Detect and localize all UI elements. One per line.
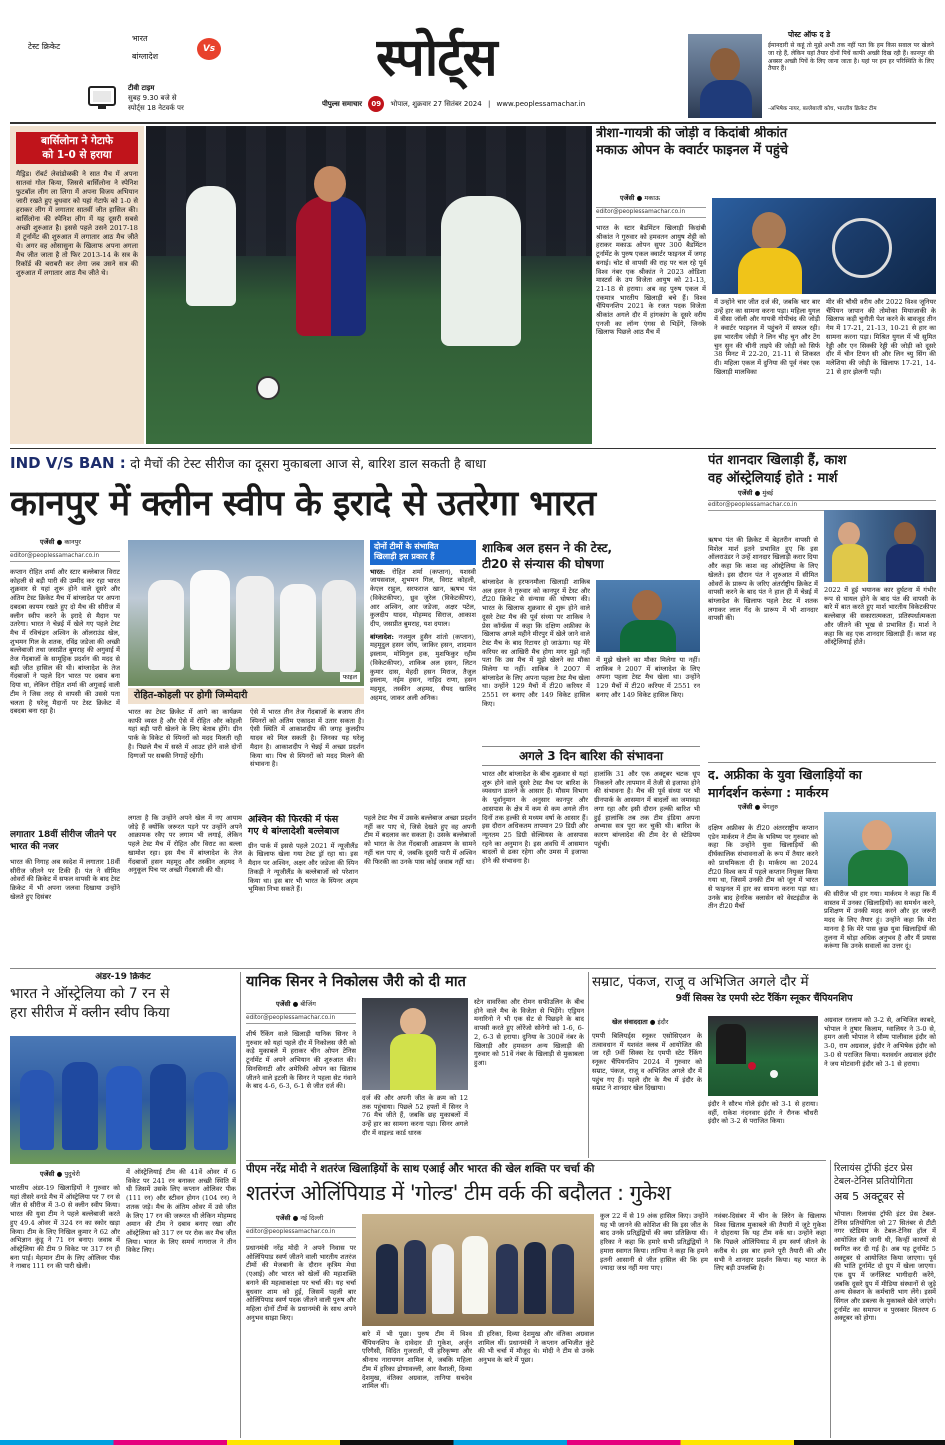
sinner-body1: शीर्ष रैंकिंग वाले खिलाड़ी यानिक सिनर ने गुरुवार को यहां पहले दौर में निकोलस जैरी को कड़े मुकाबले में हराकर चीन ओपन टेनिस टूर्नामेंट में अपने अभियान की शुरुआत की। सिनसिनाटी और अमेरिकी ओपन का खिताब जीतने वाले इटली के सिनर ने पहला सेट गंवाने के बाद 4-6, 6-3, 6-1 से जीत दर्ज की।	[246, 1030, 356, 1091]
tt-headline-line3: अब 5 अक्टूबर से	[834, 1189, 905, 1203]
rain-col1: भारत और बांग्लादेश के बीच शुक्रवार से यहां शुरू होने वाले दूसरे टेस्ट मैच पर बारिश के व्यवधान डालने के आसार हैं। मौसम विभाग के पूर्वानुमान के अनुसार कानपुर और आसपास के क्षेत्र में कम से कम अगले तीन दिनों तक हल्की से मध्यम वर्षा के आसार हैं। इस दौरान अधिकतम तापमान 29 डिग्री और न्यूनतम 25 डिग्री सेल्सियस के आसपास रहने का अनुमान है। इस अवधि में आसमान बादलों से ढका रहेगा और उमस में इजाफा होने की संभावना है।	[482, 770, 588, 866]
probable-india-list: रोहित शर्मा (कप्तान), यशस्वी जायसवाल, शुभमन गिल, विराट कोहली, केएल राहुल, सरफराज खान, ऋषभ पंत (विकेटकीपर), ध्रुव जुरेल (विकेटकीपर), आर अश्विन, आर जडेजा, अक्षर पटेल, कुलदीप यादव, मोहम्मद सिराज, आकाश दीप, जसप्रीत बुमराह, यश दयाल।	[370, 567, 476, 628]
snooker-body1: एमपी बिलियर्ड्स स्नूकर एसोसिएशन के तत्वावधान में यशवंत क्लब में आयोजित की जा रही 9वीं सिक्स रेड एमपी स्टेट रैंकिंग स्नूकर चैंपियनशिप 2024 में गुरुवार को सम्राट, पंकज, राजू व अभिजित अगले दौर में पहुंच गए हैं। पहले दौर के मैच में इंदौर के सम्राट ने शानदार खेल दिखाया।	[592, 1032, 702, 1093]
pant-city: मुंबई	[762, 489, 774, 498]
chess-body3: कुल 22 में से 19 अंक हासिल किए। उन्होंने यह भी जानने की कोशिश की कि इस जीत के बाद उनके प्रतिद्वंद्वियों की क्या प्रतिक्रिया थी। हरिका ने कहा कि हमारे सभी प्रतिद्वंद्वियों ने हमारा स्वागत किया। तानिया ने कहा कि हमने इतनी आसानी से जीत हासिल की कि हम ज्यादा जश्न नहीं मना पाए।	[600, 1212, 708, 1273]
pant-headline-line1: पंत शानदार खिलाड़ी हैं, काश	[708, 453, 847, 468]
sinner-photo	[362, 998, 468, 1090]
macau-headline	[596, 126, 936, 160]
markram-city: बेंगलुरु	[762, 803, 778, 811]
markram-body2: की सीरीज भी हार गया। मार्करम ने कहा कि मैं वास्तव में उनका (खिलाड़ियों) का समर्थन करने, प्रशिक्षण में उनकी मदद करने और हर जरूरी मदद के लिए तैयार हूं। उन्होंने कहा कि मेरा मानना है कि मेरे पास कुछ युवा खिलाड़ियों की तुलना में थोड़ा अधिक अनुभव है और मैं प्रयास करूंगा कि उनके सवालों का उत्तर दूं।	[824, 890, 936, 951]
snooker-body2: अग्रवाल रतलाम को 3-2 से, अभिजित काबदे, भोपाल ने तुषार किलाम, ग्वालियर ने 3-0 से, हमन अली भोपाल ने सौम्य पालीवाल इंदौर को 3-0, राम अग्रवाल, इंदौर ने अभिषेक इंदौर को 3-0 से पराजित किया। यशवर्धन अग्रवाल इंदौर ने जय मोटवानी इंदौर को 3-1 से हराया।	[824, 1016, 936, 1068]
markram-headline-line1: द. अफ्रीका के युवा खिलाड़ियों का	[708, 767, 862, 782]
team-celebration-photo	[128, 540, 364, 686]
tv-icon	[88, 86, 116, 106]
registration-strip	[0, 1440, 945, 1445]
post-label: पोस्ट ऑफ द डे	[788, 30, 831, 39]
pant-body1: ऋषभ पंत की क्रिकेट में बेहतरीन वापसी से मिशेल मार्श इतने प्रभावित हुए कि इस ऑलराउंडर ने उन्हें शानदार खिलाड़ी करार दिया और कहा कि काश वह ऑस्ट्रेलिया के लिए खेलते। इस दौरान पंत ने शुरुआत में सीमित ओवरों के प्रारूप के जरिए अंतर्राष्ट्रीय क्रिकेट में वापसी करने के बाद पंत ने हाल ही में चेन्नई में बांग्लादेश के खिलाफ पहले टेस्ट में शतक लगाकर लाल गेंद के प्रारूप में भी शानदार वापसी की।	[708, 536, 818, 623]
chess-byline: एजेंसी ● नई दिल्ली	[276, 1214, 324, 1222]
macau-byline: एजेंसी ● मकाऊ	[620, 194, 660, 202]
pant-agency: एजेंसी	[738, 489, 753, 498]
main-byline: एजेंसी ● कानपुर	[40, 538, 81, 546]
ashwin-headline	[248, 814, 358, 839]
snooker-byline: खेल संवाददाता ● इंदौर	[612, 1018, 669, 1026]
markram-headline	[708, 766, 936, 801]
col-rule-snooker	[588, 972, 589, 1158]
col-rule-u19	[240, 972, 241, 1438]
markram-byline: एजेंसी ● बेंगलुरु	[738, 803, 778, 811]
chess-pm-photo	[362, 1214, 594, 1326]
chess-headline: शतरंज ओलिंपियाड में 'गोल्ड' टीम वर्क की बदौलत : गुकेश	[246, 1180, 671, 1205]
chess-body2: बारे में भी पूछा। पुरुष टीम में विश्व चैंपियनशिप के दावेदार डी गुकेश, अर्जुन एरिगैसी, विदित गुजराती, पी हरिकृष्णा और श्रीनाथ नारायणन शामिल थे, जबकि महिला टीम में हरिका द्रोणावल्ली, आर वैशाली, दिव्या देशमुख, वंतिका अग्रवाल, तानिया सचदेव शामिल थीं।	[362, 1330, 472, 1391]
u19-agency: एजेंसी	[40, 1170, 55, 1178]
u19-headline-line1: भारत ने ऑस्ट्रेलिया को 7 रन से	[10, 986, 170, 1003]
chess-body2b: डी हरिका, दिव्या देशमुख और वंतिका अग्रवाल शामिल थीं। प्रधानमंत्री ने कप्तान अभिजीत कुंटे की भी चर्चा में मौजूद थे। मोदी ने टीम से उनके अनुभव के बारे में पूछा।	[478, 1330, 594, 1365]
barcelona-text-box	[10, 126, 144, 444]
sinner-headline: यानिक सिनर ने निकोलस जैरी को दी मात	[246, 974, 466, 990]
shakib-headline-line1: शाकिब अल हसन ने की टेस्ट,	[482, 541, 613, 555]
rain-story	[482, 746, 700, 964]
srikanth-photo	[712, 198, 936, 294]
ashwin-headline-line2: गए थे बांग्लादेशी बल्लेबाज	[248, 826, 340, 838]
shakib-headline-line2: टी20 से संन्यास की घोषणा	[482, 557, 604, 572]
main-subhead1: लगातार 18वीं सीरीज जीतने पर भारत की नजर	[10, 830, 117, 852]
coach-photo	[688, 34, 762, 118]
markram-body1: दक्षिण अफ्रीका के टी20 अंतरराष्ट्रीय कप्तान एडेन मार्करम ने टीम के भविष्य पर गुरुवार को कहा कि उन्होंने युवा खिलाड़ियों की दीर्घकालिक संभावनाओं के रूप में तैयार करने को प्राथमिकता दी है। मार्करम का 2024 टी20 विश्व कप में पहले कप्तान नियुक्त किया गया था, जिसमें उनकी टीम को जून में भारत से फाइनल में हार का सामना करना पड़ा था। उनके बाद हेनरिक क्लासेन को वेस्टइंडीज के तीन टी20 मैचों	[708, 824, 818, 911]
match-banner	[10, 30, 245, 120]
shakib-headline	[482, 540, 700, 572]
u19-team-photo	[10, 1036, 236, 1164]
sinner-byline: एजेंसी ● बीजिंग	[276, 1000, 316, 1008]
u19-headline-line2: हरा सीरीज में क्लीन स्वीप किया	[10, 1005, 170, 1022]
probable-india	[370, 568, 476, 629]
main-kicker	[10, 452, 700, 474]
ashwin-body: ग्रीन पार्क में इससे पहले 2021 में न्यूजीलैंड के खिलाफ खेला गया टेस्ट ड्रॉ रहा था। इस मैदान पर अश्विन, अक्षर और जडेजा की स्पिन तिकड़ी ने न्यूजीलैंड के बल्लेबाजों को परेशान किया था। इस बार भी भारत के स्पिनर अहम भूमिका निभा सकते हैं।	[248, 841, 358, 894]
barcelona-body: मैड्रिड। रॉबर्ट लेवांडोव्स्की ने सात मैच में अपना सातवां गोल किया, जिससे बार्सिलोना ने स्पेनिश फुटबॉल लीग ला लिगा में अपना विजय अभियान जारी रखते हुए बुधवार को यहां गेटाफे को 1-0 से हराकर लीग में लगातार सातवीं जीत हासिल की। बार्सिलोना की स्पेनिश लीग में यह दूसरी सबसे अच्छी शुरुआत है। इससे पहले उसने 2017-18 में टूर्नामेंट की शुरुआत में लगातार आठ मैच जीते थे। अगर वह ओसासुना के खिलाफ अपना अगला मैच जीत जाता है तो फिर 2013-14 के सत्र के रिकॉर्ड की बराबरी कर लेगा जब उसने सत्र की शुरुआत में लगातार आठ मैच जीते थे।	[16, 170, 138, 277]
kicker-tag: IND V/S BAN :	[10, 454, 126, 472]
chess-kicker: पीएम नरेंद्र मोदी ने शतरंज खिलाड़ियों के साथ एआई और भारत की खेल शक्ति पर चर्चा की	[246, 1163, 595, 1175]
barcelona-story	[10, 126, 592, 444]
macau-headline-line2: मकाऊ ओपन के क्वार्टर फाइनल में पहुंचे	[596, 142, 789, 158]
probable-ban	[370, 633, 476, 703]
u19-kicker: अंडर-19 क्रिकेट	[95, 972, 151, 982]
probable-india-label: भारत:	[370, 567, 386, 576]
col-rule-tt	[830, 1160, 831, 1438]
macau-col1: भारत के स्टार बैडमिंटन खिलाड़ी किदांबी श्रीकांत ने गुरुवार को हमवतन आयुष शेट्टी को हराकर मकाऊ ओपन सुपर 300 बैडमिंटन टूर्नामेंट के पुरुष एकल क्वार्टर फाइनल में जगह बनाई। चोट से वापसी की राह पर चल रहे पूर्व विश्व नंबर एक श्रीकांत ने 2023 ओडिशा मास्टर्स के उप विजेता आयुष को 21-13, 21-18 से हराया। अब वह पुरुष एकल में एकमात्र भारतीय खिलाड़ी बचे हैं। विश्व चैंपियनशिप 2021 के रजत पदक विजेता श्रीकांत अगले दौर में हांगकांग के दूसरे वरीय एनजी का लॉन्ग एंगस से भिड़ेंगे, जिनके खिलाफ पिछले आठ मैच में	[596, 224, 706, 337]
sinner-story	[246, 972, 584, 1158]
masthead-title	[376, 18, 576, 98]
main-col1b: भारत की निगाह अब स्वदेश में लगातार 18वीं सीरीज जीतने पर टिकी हैं। पंत ने सीमित ओवरों की क्रिकेट में सफल वापसी के बाद टेस्ट क्रिकेट में भी अपना जलवा दिखाया उन्होंने खेलते हुए दिसंबर	[10, 858, 120, 901]
main-city: कानपुर	[64, 538, 81, 546]
markram-photo	[824, 812, 936, 886]
macau-city: मकाऊ	[644, 194, 660, 202]
sinner-email: editor@peoplessamachar.co.in	[246, 1013, 356, 1024]
macau-story	[596, 126, 936, 444]
page-number: 09	[368, 96, 384, 112]
website[interactable]: www.peoplessamachar.in	[496, 100, 586, 108]
tt-headline	[834, 1162, 936, 1204]
macau-agency: एजेंसी	[620, 194, 635, 202]
macau-col3: मीर की चौथी वरीय और 2022 विश्व जूनियर चैंपियन जापान की तोमोका मियाजाकी के खिलाफ कड़ी चुनौती पेश करने के बावजूद तीन गेम में 17-21, 21-13, 10-21 से हार का सामना करना पड़ा। मिश्रित युगल में भी सुमित रेड्डी और एन सिक्की रेड्डी की जोड़ी को दूसरे दौर में चीन टियन सी और लिन च्यु सिंग की मलेशिया की जोड़ी के खिलाफ 17-21, 14-21 से हार झेलनी पड़ी।	[826, 298, 936, 376]
tv-channel: टीवी टाइम	[128, 84, 155, 92]
main-col3: ऐसे में भारत तीन तेज गेंदबाजों के बजाय तीन स्पिनरों को अंतिम एकादश में उतार सकता है। ऐसी स्थिति में आकाशदीप की जगह कुलदीप यादव को मिल सकती है। जिनका यह घरेलू मैदान है। आकाशदीप ने चेन्नई में अच्छा प्रदर्शन किया था। पिच से स्पिनरों को मदद मिलने की संभावना है।	[250, 708, 364, 769]
snooker-subhead: 9वीं सिक्स रेड एमपी स्टेट रैंकिंग स्नूकर चैंपियनशिप	[675, 993, 853, 1005]
main-subhead2: रोहित-कोहली पर होगी जिम्मेदारी	[128, 688, 364, 704]
ashwin-left-col: लगता है कि उन्होंने अपने खेल में नए आयाम जोड़े हैं क्योंकि जरूरत पड़ने पर उन्होंने अपने आक्रामक रवैए पर लगाम भी लगाई, लेकिन पहले टेस्ट मैच में रोहित और विराट का बल्ला खामोश रहा। इस मैच में बांग्लादेश के तेज गेंदबाजों हसन महमूद और तस्कीन अहमद ने अनुकूल पिच पर अच्छी गेंदबाजी की थी।	[128, 814, 242, 875]
page-title: स्पोर्ट्स	[376, 28, 497, 88]
main-agency: एजेंसी	[40, 538, 55, 546]
barcelona-headline	[16, 132, 138, 164]
chess-city: नई दिल्ली	[300, 1214, 324, 1222]
main-story-body	[10, 536, 700, 966]
macau-email: editor@peoplessamachar.co.in	[596, 207, 706, 218]
barcelona-headline-line2: को 1-0 से हराया	[42, 149, 112, 162]
marsh-pant-photo	[824, 510, 936, 582]
markram-headline-line2: मार्गदर्शन करूंगा : मार्करम	[708, 784, 829, 800]
snooker-photo	[708, 1016, 818, 1096]
sinner-city: बीजिंग	[300, 1000, 316, 1008]
chess-story	[246, 1162, 826, 1438]
tv-line1: सुबह 9.30 बजे से	[128, 94, 177, 102]
macau-headline-line1: त्रीशा-गायत्री की जोड़ी व किदांबी श्रीकांत	[596, 126, 788, 141]
pant-story	[708, 452, 936, 758]
kicker-text: दो मैचों की टेस्ट सीरीज का दूसरा मुकाबला आज से, बारिश डाल सकती है बाधा	[130, 456, 486, 471]
post-author: -अभिषेक नायर, बल्लेबाजी कोच, भारतीय क्रिकेट टीम	[768, 106, 877, 112]
sinner-body2: दर्ज की और अपनी जीत के क्रम को 12 तक पहुंचाया। पिछले 52 हफ्तों में सिनर ने 76 मैच जीते हैं, जबकि छह मुकाबलों में उन्हें हार का सामना करना पड़ा। सिनर अगले दौर में वाइल्ड कार्ड धारक	[362, 1094, 468, 1137]
u19-story	[10, 972, 236, 1438]
rain-headline: अगले 3 दिन बारिश की संभावना	[482, 746, 700, 766]
main-col2: भारत का टेस्ट क्रिकेट में आगे का कार्यक्रम काफी व्यस्त है और ऐसे में रोहित और कोहली यहां बड़ी पारी खेलने के लिए बेताब होंगे। ग्रीन पार्क के विकेट से स्पिनरों को मदद मिलती रही है। पिछले मैच में सस्ते में आउट होने वाले दोनों दिग्गजों पर सबकी निगाहें रहेंगी।	[128, 708, 242, 760]
shakib-body-left: बांग्लादेश के हरफनमौला खिलाड़ी शाकिब अल हसन ने गुरुवार को कानपुर में टेस्ट और टी20 क्रिकेट से संन्यास की घोषणा की। भारत के खिलाफ शुक्रवार से शुरू होने वाले दूसरे टेस्ट मैच की पूर्व संध्या पर शाकिब ने प्रेस कॉन्फ्रेंस में कहा कि दक्षिण अफ्रीका के खिलाफ अगले महीने मीरपुर में खेले जाने वाले टेस्ट मैच के बाद रिटायर हो जाऊंगा। यह मेरे करियर का आखिरी मैच होगा मगर मुझे नहीं पता कि उस मैच में मुझे खेलने का मौका मिलेगा या नहीं। शाकिब ने 2007 में बांग्लादेश के लिए अपना पहला टेस्ट मैच खेला था। उन्होंने 129 मैचों में टी20 करियर में 2551 रन बनाए और 149 विकेट हासिल किए।	[482, 578, 590, 708]
team1-label: भारत	[132, 34, 148, 43]
pant-byline: एजेंसी ● मुंबई	[738, 489, 774, 498]
section-rule-3	[246, 1160, 826, 1161]
probable-box	[370, 540, 476, 810]
barcelona-headline-line1: बार्सिलोना ने गेटाफे	[40, 135, 114, 147]
masthead-rule	[10, 122, 936, 124]
dateline: भोपाल, शुक्रवार 27 सितंबर 2024	[390, 100, 482, 108]
snooker-city: इंदौर	[657, 1018, 669, 1026]
snooker-body-mid: इंदौर ने सौरभ गोले इंदौर को 3-1 से हराया। वहीं, राकेश नंदनवार इंदौर ने रौनक चौधरी इंदौर को 3-2 से पराजित किया।	[708, 1100, 818, 1126]
shakib-body-right: में मुझे खेलने का मौका मिलेगा या नहीं। शाकिब ने 2007 में बांग्लादेश के लिए अपना पहला टेस्ट मैच खेला था। उन्होंने 129 मैचों में टी20 करियर में 2551 रन बनाए और 149 विकेट हासिल किए।	[596, 656, 700, 699]
markram-rule	[708, 762, 936, 763]
tt-headline-line2: टेबल-टेनिस प्रतियोगिता	[834, 1176, 913, 1188]
vs-badge: Vs	[197, 38, 221, 60]
barcelona-photo	[146, 126, 592, 444]
chess-body4: नवंबर-दिसंबर में चीन के लिरेन के खिलाफ विश्व खिताब मुकाबले की तैयारी में जुटे गुकेश ने दोहराया कि यह टीम वर्क था। उन्होंने कहा कि पिछले ओलिंपियाड में हम स्वर्ण जीतने के करीब थे। इस बार हमने पूरी तैयारी की और सभी ने शानदार प्रदर्शन किया। यह भारत के लिए बड़ी उपलब्धि है।	[714, 1212, 826, 1273]
markram-agency: एजेंसी	[738, 803, 753, 811]
tt-body: भोपाल। रिलायंस ट्रॉफी इंटर प्रेस टेबल-टेनिस प्रतियोगिता जो 27 सितंबर से टीटी नगर स्टेडियम के टेबल-टेनिस हॉल में आयोजित की जानी थी, किन्हीं कारणों से स्थगित कर दी गई है। अब यह टूर्नामेंट 5 अक्टूबर से आयोजित किया जाएगा। पूर्व की भांति टूर्नामेंट दो ग्रुप में खेला जाएगा। एक ग्रुप में जर्नलिस्ट भागीदारी करेंगे, जबकि दूसरे ग्रुप में मीडिया संस्थानों से जुड़े अन्य सेक्शन के कर्मचारी भाग लेंगे। इसमें सिंगल और डबल्स के मुकाबले खेले जाएंगे। टूर्नामेंट का समापन व पुरस्कार वितरण 6 अक्टूबर को होगा।	[834, 1209, 936, 1323]
shakib-story	[482, 540, 700, 740]
main-col1: कप्तान रोहित शर्मा और स्टार बल्लेबाज विराट कोहली से बड़ी पारी की उम्मीद कर रहा भारत शुक्रवार से यहां शुरू होने वाले दूसरे और अंतिम टेस्ट क्रिकेट मैच में बांग्लादेश पर अपना दबदबा कायम रखते हुए दो मैच की सीरीज में क्लीन स्वीप करने के इरादे से मैदान पर उतरेगा। भारत ने चेन्नई में खेले गए पहले टेस्ट मैच में रविचंद्रन अश्विन के ऑलराउंड खेल, शुभमन गिल के शतक, रविंद्र जडेजा की अच्छी बल्लेबाजी तथा जसप्रीत बुमराह की अगुवाई में तेज गेंदबाजों के सामूहिक प्रदर्शन की मदद से बड़ी जीत हासिल की थी। बांग्लादेश के तेज गेंदबाजों ने पहले दिन भारत पर दबाव बना दिया था, लेकिन रोहित शर्मा की अगुवाई वाली टीम ने जिस तरह से वापसी की उससे पता चलता है घरेलू मैदानों पर टेस्ट क्रिकेट में दबदबा बना रहा है।	[10, 568, 120, 716]
probable-title-line1: दोनों टीमों के संभावित	[374, 542, 439, 551]
u19-body1: भारतीय अंडर-19 खिलाड़ियों ने गुरुवार को यहां तीसरे वनडे मैच में ऑस्ट्रेलिया पर 7 रन से जीत से सीरीज में 3-0 से क्लीन स्वीप किया। भारत की युवा टीम ने पहले बल्लेबाजी करते हुए 49.4 ओवर में 324 रन का स्कोर खड़ा किया। टीम के लिए निखिल कुमार ने 62 और अभिज्ञान कुंडू ने 71 रन बनाए। जवाब में ऑस्ट्रेलिया की टीम 9 विकेट पर 317 रन ही बना पाई। मेहमान टीम के लिए ओलिवर पीक ने नाबाद 111 रन की पारी खेली।	[10, 1184, 120, 1271]
sinner-body3: स्टेन वावरिंका और रोमन सफीउलिन के बीच होने वाले मैच के विजेता से भिड़ेंगे। एड्रियन मनारिनो ने भी एक सेट से पिछड़ने के बाद वापसी करते हुए लोरेंजो सोनेगो को 1-6, 6-2, 6-3 से हराया। दुनिया के 300वें नंबर के खिलाड़ी और हमवतन अन्य खिलाड़ी की गुरुवार को 51वें नंबर के खिलाड़ी से मुकाबला हुआ।	[474, 998, 584, 1067]
main-email: editor@peoplessamachar.co.in	[10, 551, 120, 562]
chess-agency: एजेंसी	[276, 1214, 291, 1222]
probable-ban-list: नजमुल हुसैन शांतो (कप्तान), महमूदुल हसन जॉय, जाकिर हसन, शादमान इस्लाम, मोमिनुल हक, मुशफिकुर रहीम (विकेटकीपर), शाकिब अल हसन, लिटन कुमार दास, मेहदी हसन मिराज, तैजुल इस्लाम, नईम हसन, नाहिद राणा, हसन महमूद, तस्कीन अहमद, सैयद खालिद अहमद, जाकर अली अनिक।	[370, 632, 476, 702]
ashwin-story	[128, 814, 476, 964]
pant-headline	[708, 452, 936, 487]
chess-email: editor@peoplessamachar.co.in	[246, 1227, 356, 1238]
rain-col2: हालांकि 31 और एक अक्टूबर चटक धूप निकलने और तापमान में तेजी से इजाफा होने की संभावना है। मैच की पूर्व संध्या पर भी ग्रीनपार्क के आसमान में बादलों का जमावड़ा लगा रहा और इसी दौरान हल्की बारिश भी हुई हालांकि तब तक टीम इंडिया अपना अभ्यास सत्र पूरा कर चुकी थी। बारिश के कारण बांग्लादेश की टीम देर से स्टेडियम पहुंची।	[594, 770, 700, 848]
probable-title	[370, 540, 476, 565]
u19-headline	[10, 985, 236, 1023]
tt-headline-line1: रिलायंस ट्रॉफी इंटर प्रेस	[834, 1163, 913, 1174]
snooker-agency: खेल संवाददाता	[612, 1018, 648, 1026]
pant-headline-line2: वह ऑस्ट्रेलियाई होते : मार्श	[708, 470, 838, 486]
u19-city: पुदुचेरी	[64, 1170, 80, 1178]
chess-body1: प्रधानमंत्री नरेंद्र मोदी ने अपने निवास पर ओलिंपियाड स्वर्ण जीतने वाली भारतीय शतरंज टीमों की मेजबानी के दौरान कृत्रिम मेधा (एआई) और भारत को खेलों की महाशक्ति बनाने की महत्वाकांक्षा पर चर्चा की। यह चर्चा बुधवार शाम को हुई, जिसमें पहली बार ओलिंपियाड स्वर्ण पदक जीतने वाली पुरुष और महिला दोनों टीमों के प्रधानमंत्री के साथ अपने अनुभव साझा किए।	[246, 1244, 356, 1322]
probable-title-line2: खिलाड़ी इस प्रकार हैं	[374, 552, 435, 562]
markram-story	[708, 762, 936, 968]
sinner-agency: एजेंसी	[276, 1000, 291, 1008]
snooker-story	[592, 972, 936, 1158]
probable-ban-label: बांग्लादेश:	[370, 632, 394, 641]
macau-col2: में उन्होंने चार जीत दर्ज की, जबकि चार बार उन्हें हार का सामना करना पड़ा। महिला युगल में त्रीसा जॉली और गायत्री गोपीचंद की जोड़ी ने क्वार्टर फाइनल में पहुंचने में सफल रही। इस भारतीय जोड़ी ने लिन चीह चुन और टेंग चुन सुन की चीनी ताइपे की जोड़ी को सिर्फ 38 मिनट में 22-20, 21-11 से शिकस्त दी। महिला एकल में दुनिया की पूर्व नंबर एक खिलाड़ी मालविका	[714, 298, 820, 376]
shakib-photo	[596, 580, 700, 652]
section-rule-2	[10, 968, 936, 969]
ashwin-headline-line1: अश्विन की फिरकी में फंस	[248, 814, 339, 825]
dateline-bar: पीपुल्स समाचार 09 भोपाल, शुक्रवार 27 सितंबर 2024 | www.peoplessamachar.in	[322, 96, 672, 112]
publication-name: पीपुल्स समाचार	[322, 100, 363, 108]
photo-credit: फाइल	[340, 672, 360, 682]
tv-line2: स्पोर्ट्स 18 नेटवर्क पर	[128, 104, 184, 112]
u19-byline: एजेंसी ● पुदुचेरी	[40, 1170, 80, 1178]
match-label: टेस्ट क्रिकेट	[28, 42, 61, 51]
ashwin-right-col: पहले टेस्ट मैच में उसके बल्लेबाज अच्छा प्रदर्शन नहीं कर पाए थे, जिसे देखते हुए वह अपनी टीम में बदलाव कर सकता है। उसके बल्लेबाजों को भारत के तेज गेंदबाजी आक्रमण के सामने नहीं चल पाए थे, जबकि दूसरी पारी में अश्विन की फिरकी का उनके पास कोई जवाब नहीं था।	[364, 814, 476, 866]
ashwin-box	[248, 814, 358, 964]
pant-body2: 2022 में हुई भयानक कार दुर्घटना में गंभीर रूप से घायल होने के बाद पंत की वापसी के बारे में बात करते हुए मार्श भारतीय विकेटकीपर बल्लेबाज़ की सकारात्मकता, प्रतिस्पर्धात्मकता और जीतने की भूख से प्रभावित हैं। मार्श ने कहा कि वह एक शानदार खिलाड़ी हैं। काश वह ऑस्ट्रेलियाई होते।	[824, 586, 936, 647]
post-text: ईमानदारी से कहूं तो मुझे अभी तक नहीं पता कि हम किस सवाल पर खेलने जा रहे हैं, लेकिन यहां तैयार दोनों पिचें काफी अच्छी दिख रही हैं। कानपुर की अक्सर अच्छी पिचें के लिए जाना जाता है। यहां पर हम हर परिस्थिति के लिए तैयार हैं।	[768, 42, 934, 73]
snooker-headline: सम्राट, पंकज, राजू व अभिजित अगले दौर में	[592, 974, 809, 990]
section-rule-1	[10, 448, 936, 449]
team2-label: बांग्लादेश	[132, 52, 159, 61]
main-headline: कानपुर में क्लीन स्वीप के इरादे से उतरेगा भारत	[10, 484, 596, 524]
pant-email: editor@peoplessamachar.co.in	[708, 500, 936, 511]
u19-body2: में ऑस्ट्रेलियाई टीम की 41वें ओवर में 6 विकेट पर 241 रन बनाकर अच्छी स्थिति में थी जिसमें उसके लिए कप्तान ओलिवर पीक (111 रन) और स्टीवन होगन (104 रन) ने शतक जड़े। मैच के अंतिम ओवर में उसे जीत के लिए 17 रन की जरूरत थी लेकिन मोहम्मद अमान की टीम ने दबाव बनाए रखा और ऑस्ट्रेलिया को 317 रन पर रोक कर मैच जीत लिया। भारत के लिए समर्थ नागराज ने तीन विकेट लिए।	[126, 1168, 236, 1255]
table-tennis-story	[834, 1162, 936, 1438]
post-of-the-day	[688, 30, 936, 122]
